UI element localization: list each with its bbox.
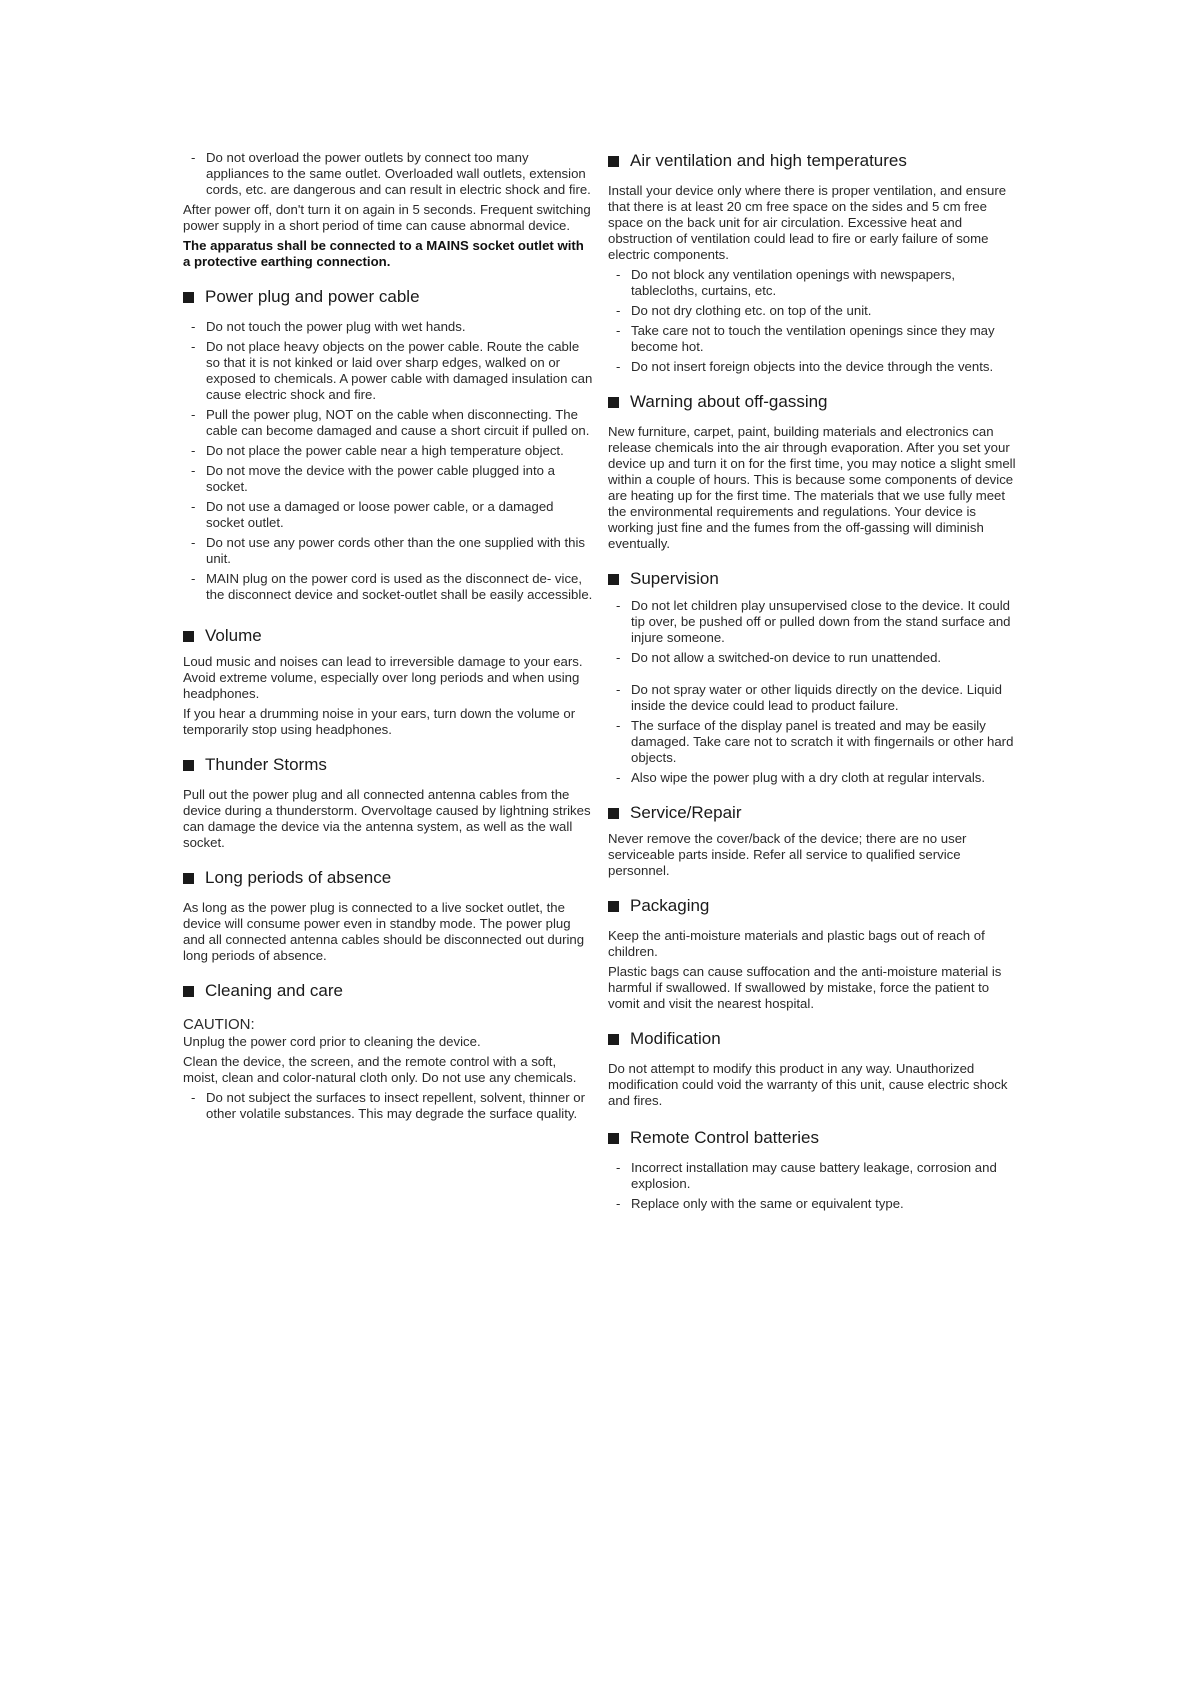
section-title: Power plug and power cable: [205, 287, 420, 306]
absence-text: As long as the power plug is connected to a live socket outlet, the device will consume power even in standby mode. The power plug and all connected antenna cables should be disconnected out during long periods of absence.: [183, 900, 585, 963]
air-list: [608, 267, 1018, 375]
power-list: [183, 319, 593, 603]
list-item: - Do not spray water or other liquids directly on the device. Liquid inside the device could lead to product failure.: [608, 682, 1018, 714]
section-title: Remote Control batteries: [630, 1128, 819, 1147]
list-item: - Do not touch the power plug with wet hands.: [183, 319, 593, 335]
section-service-repair: [608, 802, 1018, 879]
square-bullet-icon: [608, 156, 619, 167]
intro-list: [183, 150, 593, 198]
list-item: - Do not place the power cable near a high temperature object.: [183, 443, 593, 459]
section-title: Thunder Storms: [205, 755, 327, 774]
cleaning-text: Clean the device, the screen, and the remote control with a soft, moist, clean and color-natural cloth only. Do not use any chemicals.: [183, 1054, 577, 1085]
list-item: - MAIN plug on the power cord is used as the disconnect de- vice, the disconnect device and socket-outlet shall be easily accessible.: [183, 571, 593, 603]
square-bullet-icon: [608, 574, 619, 585]
square-bullet-icon: [183, 760, 194, 771]
caution-label: CAUTION:: [183, 1016, 255, 1033]
earthing-warning: The apparatus shall be connected to a MAINS socket outlet with a protective earthing connection.: [183, 238, 584, 269]
modification-text: Do not attempt to modify this product in any way. Unauthorized modification could void the warranty of this unit, cause electric shock and fires.: [608, 1061, 1008, 1108]
section-title: Volume: [205, 626, 262, 645]
list-item: - Do not move the device with the power cable plugged into a socket.: [183, 463, 593, 495]
square-bullet-icon: [183, 873, 194, 884]
air-text: Install your device only where there is proper ventilation, and ensure that there is at least 20 cm free space on the sides and 5 cm free space on the back unit for air circulation. Excessive heat and obstruction of ventilation could lead to fire or early failure of some electric components.: [608, 183, 1007, 262]
section-title: Air ventilation and high temperatures: [630, 151, 907, 170]
list-item: - Do not insert foreign objects into the device through the vents.: [608, 359, 1018, 375]
power-cycle-note: After power off, don't turn it on again in 5 seconds. Frequent switching power supply in a short period of time can cause abnormal device.: [183, 202, 591, 233]
section-volume: [183, 625, 593, 738]
section-thunder: [183, 754, 593, 851]
section-title: Service/Repair: [630, 803, 742, 822]
section-title: Cleaning and care: [205, 981, 343, 1000]
list-item: - Do not block any ventilation openings with newspapers, tablecloths, curtains, etc.: [608, 267, 1018, 299]
list-item: - Do not overload the power outlets by connect too many appliances to the same outlet. Overloaded wall outlets, extension cords, etc. are dangerous and can result in electric shock and fire.: [183, 150, 593, 198]
thunder-text: Pull out the power plug and all connected antenna cables from the device during a thunderstorm. Overvoltage caused by lightning strikes can damage the device via the antenna system, as well as the wall socket.: [183, 787, 591, 850]
section-title: Supervision: [630, 569, 719, 588]
list-item: - Do not use any power cords other than the one supplied with this unit.: [183, 535, 593, 567]
supervision-list-2: [608, 682, 1018, 786]
packaging-text: Keep the anti-moisture materials and plastic bags out of reach of children.: [608, 928, 985, 959]
section-packaging: [608, 895, 1018, 1012]
list-item: - Do not place heavy objects on the power cable. Route the cable so that it is not kinked or laid over sharp edges, walked on or exposed to chemicals. A power cable with damaged insulation can cause electric shock and fire.: [183, 339, 593, 403]
square-bullet-icon: [608, 808, 619, 819]
volume-text: If you hear a drumming noise in your ears, turn down the volume or temporarily stop using headphones.: [183, 706, 576, 737]
square-bullet-icon: [608, 901, 619, 912]
list-item: - Do not let children play unsupervised close to the device. It could tip over, be pushed off or pulled down from the stand surface and injure someone.: [608, 598, 1018, 646]
section-power-plug: [183, 286, 593, 603]
list-item: - Do not subject the surfaces to insect repellent, solvent, thinner or other volatile substances. This may degrade the surface quality.: [183, 1090, 593, 1122]
list-item: - Replace only with the same or equivalent type.: [608, 1196, 1018, 1212]
section-absence: [183, 867, 593, 964]
square-bullet-icon: [608, 1034, 619, 1045]
section-title: Long periods of absence: [205, 868, 392, 887]
supervision-list: [608, 598, 1018, 666]
list-item: - Do not allow a switched-on device to run unattended.: [608, 650, 1018, 666]
section-modification: [608, 1028, 1018, 1109]
section-title: Packaging: [630, 896, 710, 915]
section-remote-batteries: [608, 1127, 1018, 1212]
list-item: - Incorrect installation may cause battery leakage, corrosion and explosion.: [608, 1160, 1018, 1192]
section-cleaning: [183, 980, 593, 1122]
square-bullet-icon: [608, 1133, 619, 1144]
cleaning-text: Unplug the power cord prior to cleaning the device.: [183, 1034, 481, 1049]
list-item: - Take care not to touch the ventilation openings since they may become hot.: [608, 323, 1018, 355]
square-bullet-icon: [183, 292, 194, 303]
section-off-gassing: [608, 391, 1018, 552]
section-supervision: [608, 568, 1018, 786]
list-item: - The surface of the display panel is treated and may be easily damaged. Take care not to scratch it with fingernails or other hard objects.: [608, 718, 1018, 766]
list-item: - Do not use a damaged or loose power cable, or a damaged socket outlet.: [183, 499, 593, 531]
square-bullet-icon: [608, 397, 619, 408]
section-title: Modification: [630, 1029, 721, 1048]
packaging-text: Plastic bags can cause suffocation and the anti-moisture material is harmful if swallowed. If swallowed by mistake, force the patient to vomit and visit the nearest hospital.: [608, 964, 1002, 1011]
square-bullet-icon: [183, 631, 194, 642]
section-air-ventilation: [608, 150, 1018, 375]
volume-text: Loud music and noises can lead to irreversible damage to your ears. Avoid extreme volume, especially over long periods and when using headphones.: [183, 654, 583, 701]
section-title: Warning about off-gassing: [630, 392, 828, 411]
list-item: - Do not dry clothing etc. on top of the unit.: [608, 303, 1018, 319]
offgas-text: New furniture, carpet, paint, building materials and electronics can release chemicals into the air through evaporation. After you set your device up and turn it on for the first time, you may notice a slight smell within a couple of hours. This is because some components of device are heating up for the first time. The materials that we use fully meet the environmental requirements and regulations. Your device is working just fine and the fumes from the off-gassing will diminish eventually.: [608, 424, 1016, 551]
left-column: [183, 150, 593, 1126]
right-column: [608, 150, 1018, 1216]
batteries-list: [608, 1160, 1018, 1212]
list-item: - Also wipe the power plug with a dry cloth at regular intervals.: [608, 770, 1018, 786]
square-bullet-icon: [183, 986, 194, 997]
cleaning-list: [183, 1090, 593, 1122]
list-item: - Pull the power plug, NOT on the cable when disconnecting. The cable can become damaged and cause a short circuit if pulled on.: [183, 407, 593, 439]
service-text: Never remove the cover/back of the device; there are no user serviceable parts inside. Refer all service to qualified service personnel.: [608, 831, 967, 878]
